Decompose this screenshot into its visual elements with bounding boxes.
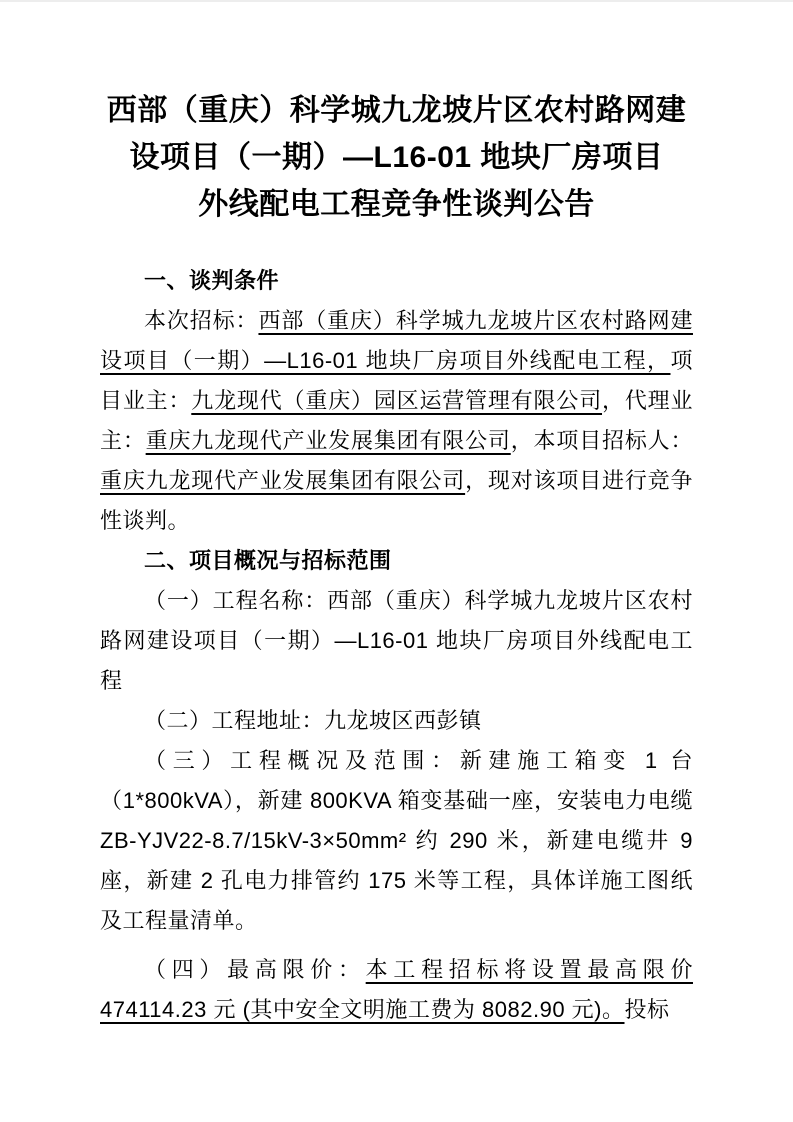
- text-run: 项目业主：: [100, 348, 693, 413]
- document-title-line: 西部（重庆）科学城九龙坡片区农村路网建: [106, 94, 687, 127]
- paragraph: [100, 950, 693, 1030]
- text-run: 本次招标：: [144, 308, 259, 333]
- text-run: 投标: [624, 997, 670, 1022]
- document-title-line: 外线配电工程竞争性谈判公告: [198, 188, 595, 221]
- section-heading: [100, 261, 693, 301]
- text-run: （一）工程名称：西部（重庆）科学城九龙坡片区农村路网建设项目（一期）—L16-01 地块厂房项目外线配电工程: [100, 588, 693, 693]
- text-run: 一、谈判条件: [144, 268, 280, 293]
- text-run: ，本项目招标人：: [510, 428, 693, 453]
- text-run: （四）最高限价：: [144, 957, 366, 982]
- text-run: 二、项目概况与招标范围: [144, 548, 392, 573]
- underlined-text: 九龙现代（重庆）园区运营管理有限公司: [191, 388, 603, 413]
- document-title-line: 设项目（一期）—L16-01 地块厂房项目: [129, 141, 664, 174]
- underlined-text: 重庆九龙现代产业发展集团有限公司: [100, 468, 466, 493]
- paragraph: [100, 741, 693, 941]
- underlined-text: 西部（重庆）科学城九龙坡片区农村路网建设项目（一期）—L16-01 地块厂房项目外线配电工程，: [100, 308, 693, 373]
- text-run: （三）工程概况及范围：新建施工箱变 1 台（1*800kVA），新建 800KVA 箱变基础一座，安装电力电缆 ZB-YJV22-8.7/15kV-3×50mm² 约 290 米，新建电缆井 9 座，新建 2 孔电力排管约 175 米等工程，具体详施工图纸及工程量清单。: [100, 748, 693, 933]
- document-title: [100, 87, 693, 228]
- paragraph: [100, 301, 693, 541]
- document-body: [100, 261, 693, 1030]
- text-run: ，现对该项目进行竞争性谈判。: [100, 468, 693, 533]
- text-run: （二）工程地址：九龙坡区西彭镇: [144, 708, 482, 733]
- text-run: ，代理业主：: [100, 388, 693, 453]
- underlined-text: 重庆九龙现代产业发展集团有限公司: [145, 428, 511, 453]
- paragraph: [100, 701, 693, 741]
- underlined-text: 本工程招标将设置最高限价 474114.23 元 (其中安全文明施工费为 8082.90 元)。: [100, 957, 693, 1022]
- paragraph: [100, 581, 693, 701]
- section-heading: [100, 541, 693, 581]
